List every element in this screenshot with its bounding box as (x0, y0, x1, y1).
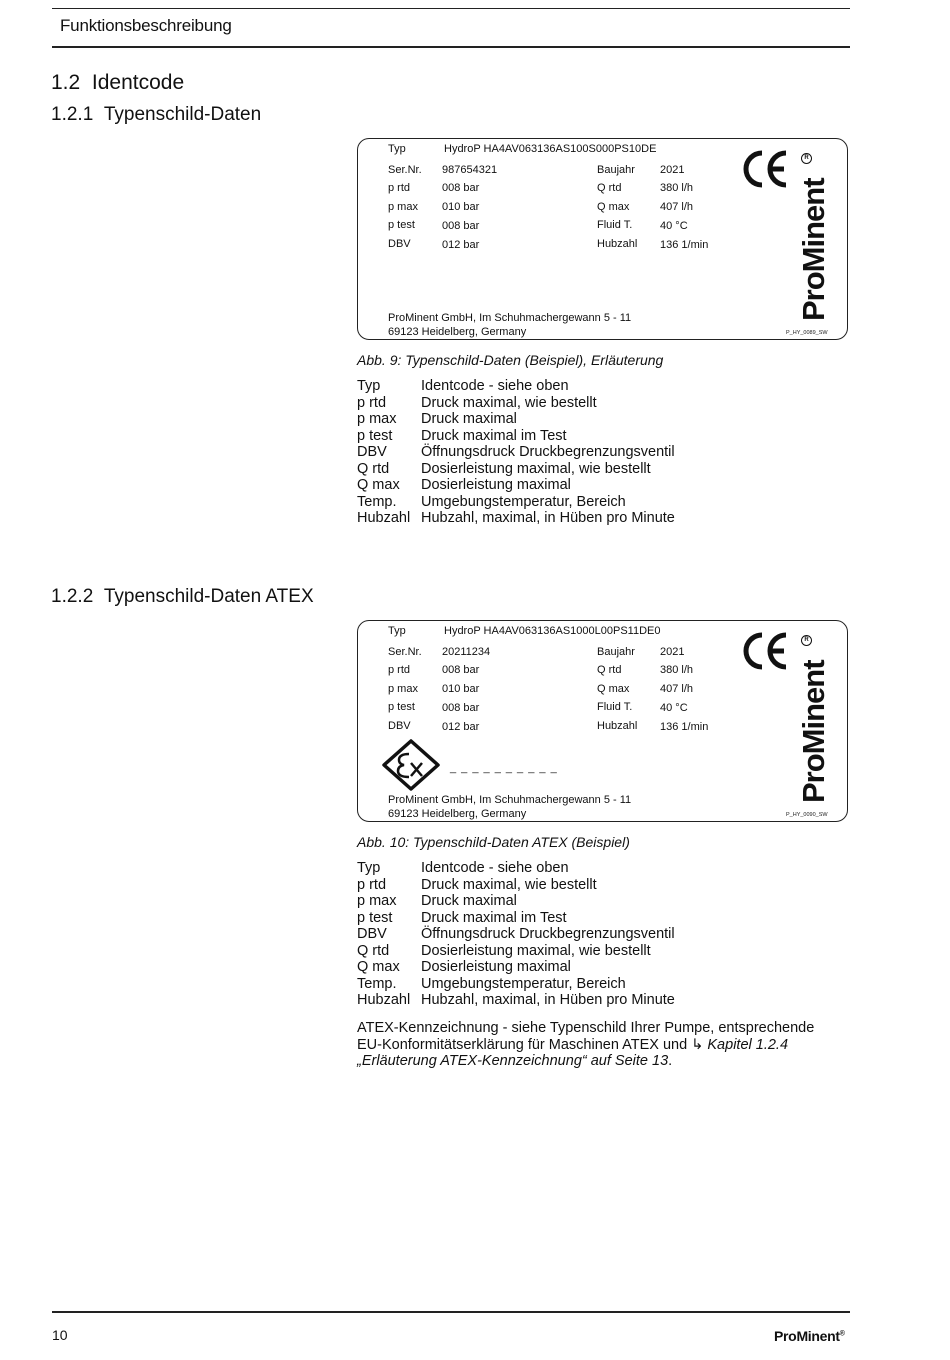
atex-note-text: ATEX-Kennzeichnung - siehe Typenschild Ihrer Pumpe, entsprechende EU-Konformitätserklärung für Maschinen ATEX und (357, 1020, 815, 1053)
page-number: 10 (52, 1327, 68, 1343)
plate-fluid-label: Fluid T. (597, 701, 633, 713)
plate-ptest-label: p test (388, 701, 415, 713)
brand-logo-vertical: ProMinent (796, 178, 831, 321)
subsection-heading-2 (51, 586, 314, 608)
plate-hub-label: Hubzahl (597, 720, 638, 732)
section-number: 1.2 (51, 71, 81, 94)
plate-typ-label: Typ (388, 143, 406, 155)
plate-qmax-value: 407 l/h (660, 683, 694, 695)
plate-typ-value: HydroP HA4AV063136AS1000L00PS11DE0 (444, 625, 661, 637)
plate-dbv-label: DBV (388, 720, 411, 732)
plate-address-2: 69123 Heidelberg, Germany (388, 326, 527, 338)
section-title: Identcode (91, 71, 185, 94)
plate-fluid-label: Fluid T. (597, 219, 633, 231)
plate-baujahr-value: 2021 (660, 164, 685, 176)
plate-address-1: ProMinent GmbH, Im Schuhmachergewann 5 - 11 (388, 312, 632, 324)
plate-ptest-value: 008 bar (442, 702, 480, 714)
registered-mark-icon: R (801, 153, 812, 164)
footer-rule (52, 1311, 850, 1313)
plate-address-2: 69123 Heidelberg, Germany (388, 808, 527, 820)
subsection-heading-1 (51, 104, 261, 126)
plate-hub-value: 136 1/min (660, 721, 709, 733)
plate-baujahr-value: 2021 (660, 646, 685, 658)
plate-ptest-label: p test (388, 219, 415, 231)
plate-fluid-value: 40 °C (660, 702, 688, 714)
figure-caption-1: Abb. 9: Typenschild-Daten (Beispiel), Erläuterung (357, 352, 664, 368)
plate-pmax-label: p max (388, 201, 418, 213)
plate-image-code: P_HY_0090_SW (786, 812, 828, 818)
plate-typ-label: Typ (388, 625, 406, 637)
link-arrow-icon: ↳ (691, 1036, 704, 1053)
plate-dbv-value: 012 bar (442, 721, 480, 733)
plate-prtd-label: p rtd (388, 182, 411, 194)
plate-ptest-value: 008 bar (442, 220, 480, 232)
figure-caption-2: Abb. 10: Typenschild-Daten ATEX (Beispiel) (357, 834, 630, 850)
plate-qrtd-label: Q rtd (597, 182, 622, 194)
plate-dbv-label: DBV (388, 238, 411, 250)
plate-qmax-value: 407 l/h (660, 201, 694, 213)
atex-note-paragraph: ATEX-Kennzeichnung - siehe Typenschild Ihrer Pumpe, entsprechende EU-Konformitätserklärung für Maschinen ATEX und ↳ Kapitel 1.2.4 „Erläuterung ATEX-Kennzeichnung“ auf Seite 13. (357, 1020, 815, 1069)
plate-image-code: P_HY_0089_SW (786, 330, 828, 336)
plate-prtd-label: p rtd (388, 664, 411, 676)
brand-logo-vertical: ProMinent (796, 660, 831, 803)
plate-sernr-value: 987654321 (442, 164, 498, 176)
section-heading (51, 71, 184, 95)
plate-address-1: ProMinent GmbH, Im Schuhmachergewann 5 - 11 (388, 794, 632, 806)
plate-prtd-value: 008 bar (442, 182, 480, 194)
ce-mark-icon (742, 148, 790, 190)
plate-qrtd-value: 380 l/h (660, 182, 694, 194)
nameplate-1 (357, 138, 848, 340)
plate-hub-label: Hubzahl (597, 238, 638, 250)
plate-sernr-label: Ser.Nr. (388, 646, 422, 658)
plate-prtd-value: 008 bar (442, 664, 480, 676)
registered-mark-icon: ® (839, 1330, 845, 1338)
subsection-number: 1.2.1 (51, 104, 94, 125)
header-top-rule (52, 8, 850, 9)
nameplate-2 (357, 620, 848, 822)
ex-marking-placeholder: _ _ _ _ _ _ _ _ _ _ (450, 762, 558, 774)
plate-sernr-value: 20211234 (442, 646, 491, 658)
subsection-number: 1.2.2 (51, 586, 94, 607)
plate-hub-value: 136 1/min (660, 239, 709, 251)
plate-baujahr-label: Baujahr (597, 164, 635, 176)
atex-ex-icon (382, 739, 440, 791)
plate-dbv-value: 012 bar (442, 239, 480, 251)
plate-qmax-label: Q max (597, 201, 630, 213)
plate-qrtd-label: Q rtd (597, 664, 622, 676)
plate-baujahr-label: Baujahr (597, 646, 635, 658)
subsection-title: Typenschild-Daten (103, 104, 262, 125)
plate-pmax-value: 010 bar (442, 683, 480, 695)
plate-qmax-label: Q max (597, 683, 630, 695)
registered-mark-icon: R (801, 635, 812, 646)
ce-mark-icon (742, 630, 790, 672)
header-title: Funktionsbeschreibung (60, 16, 232, 35)
chapter-cross-reference-link[interactable]: Kapitel 1.2.4 „Erläuterung ATEX-Kennzeichnung“ auf Seite 13 (357, 1036, 789, 1069)
plate-pmax-value: 010 bar (442, 201, 480, 213)
header-bottom-rule (52, 46, 850, 48)
plate-sernr-label: Ser.Nr. (388, 164, 422, 176)
plate-fluid-value: 40 °C (660, 220, 688, 232)
plate-qrtd-value: 380 l/h (660, 664, 694, 676)
plate-pmax-label: p max (388, 683, 418, 695)
subsection-title: Typenschild-Daten ATEX (103, 586, 314, 607)
plate-typ-value: HydroP HA4AV063136AS100S000PS10DE (444, 143, 657, 155)
footer-brand-logo: ProMinent® (774, 1328, 845, 1344)
